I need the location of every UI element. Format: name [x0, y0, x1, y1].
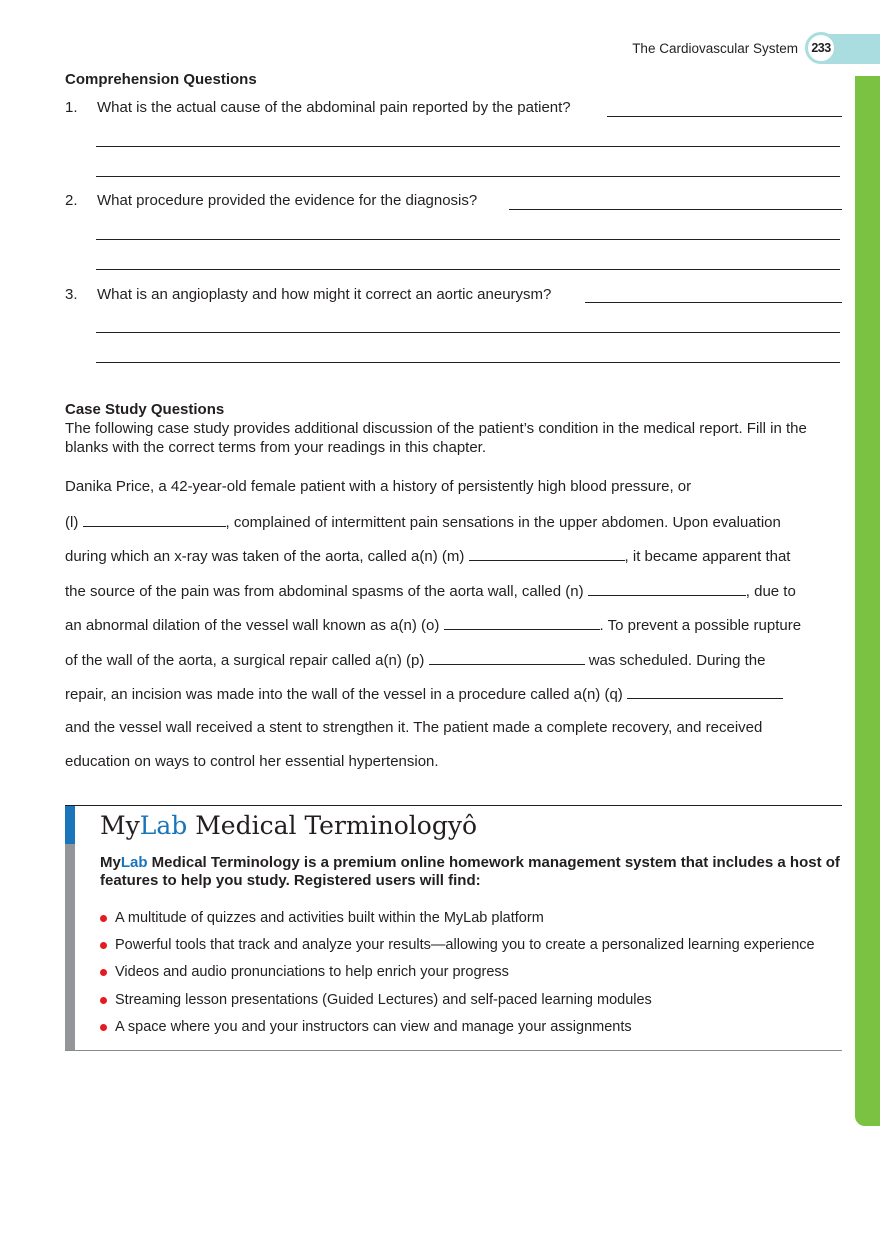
chapter-tab: [855, 76, 880, 1126]
case-study-heading: Case Study Questions: [65, 401, 225, 418]
blank-o[interactable]: [444, 615, 600, 630]
case-line: [65, 753, 439, 770]
case-text: , it became apparent that: [624, 548, 791, 565]
case-line: [65, 512, 781, 531]
bullet-dot-icon: [100, 997, 107, 1004]
bullet-dot-icon: [100, 969, 107, 976]
case-text: during which an x-ray was taken of the aorta, called a(n) (m): [65, 548, 465, 565]
case-text: education on ways to control her essential hypertension.: [65, 753, 439, 770]
feature-bullet: [100, 1019, 632, 1035]
case-line: [65, 615, 801, 634]
bullet-text: Streaming lesson presentations (Guided Lectures) and self-paced learning modules: [115, 992, 652, 1008]
answer-line[interactable]: [96, 176, 840, 177]
feature-bullet: [100, 964, 509, 980]
feature-bullet: [100, 910, 544, 926]
blank-n[interactable]: [588, 581, 746, 596]
box-accent-gray: [65, 844, 75, 1051]
bullet-text: A space where you and your instructors can view and manage your assignments: [115, 1019, 632, 1035]
question-text: What is an angioplasty and how might it correct an aortic aneurysm?: [97, 286, 552, 303]
blank-q[interactable]: [627, 684, 783, 699]
case-text: Danika Price, a 42-year-old female patient with a history of persistently high blood pressure, or: [65, 478, 692, 495]
question-number: 2.: [65, 192, 78, 209]
page-number: 233: [805, 32, 837, 64]
bullet-dot-icon: [100, 915, 107, 922]
answer-line[interactable]: [509, 209, 842, 210]
question-text: What is the actual cause of the abdominal pain reported by the patient?: [97, 99, 571, 116]
case-text: , complained of intermittent pain sensations in the upper abdomen. Upon evaluation: [225, 514, 781, 531]
mylab-title: [100, 811, 477, 840]
question-number: 3.: [65, 286, 78, 303]
case-text: of the wall of the aorta, a surgical repair called a(n) (p): [65, 652, 425, 669]
case-text: the source of the pain was from abdominal spasms of the aorta wall, called (n): [65, 583, 584, 600]
blank-m[interactable]: [469, 546, 625, 561]
answer-line[interactable]: [96, 146, 840, 147]
case-text: , due to: [745, 583, 796, 600]
case-line: [65, 719, 762, 736]
case-line: [65, 581, 796, 600]
bullet-dot-icon: [100, 1024, 107, 1031]
case-text: . To prevent a possible rupture: [599, 617, 802, 634]
case-study-intro: The following case study provides additional discussion of the patient’s condition in the medical report. Fill in the blanks with the correct terms from your readings in this chapter.: [65, 420, 807, 456]
title-my: My: [100, 811, 140, 840]
case-line: [65, 650, 765, 669]
answer-line[interactable]: [96, 332, 840, 333]
intro-rest: Medical Terminology is a premium online homework management system that includes a host of features to help you study. Registered users will find:: [100, 854, 840, 889]
case-text: repair, an incision was made into the wall of the vessel in a procedure called a(n) (q): [65, 686, 623, 703]
case-text: (l): [65, 514, 79, 531]
case-text: was scheduled. During the: [588, 652, 766, 669]
bullet-text: Videos and audio pronunciations to help enrich your progress: [115, 964, 509, 980]
case-text: an abnormal dilation of the vessel wall known as a(n) (o): [65, 617, 440, 634]
answer-line[interactable]: [96, 362, 840, 363]
mylab-intro: [100, 854, 840, 890]
box-bottom-rule: [65, 1050, 842, 1051]
answer-line[interactable]: [585, 302, 842, 303]
title-lab: Lab: [139, 811, 188, 840]
title-rest: Medical Terminologyô: [187, 811, 477, 840]
box-accent-blue: [65, 806, 75, 844]
bullet-text: A multitude of quizzes and activities built within the MyLab platform: [115, 910, 544, 926]
intro-lab: Lab: [120, 854, 148, 871]
blank-l[interactable]: [83, 512, 226, 527]
answer-line[interactable]: [96, 239, 840, 240]
chapter-title: The Cardiovascular System: [632, 41, 798, 56]
question-text: What procedure provided the evidence for the diagnosis?: [97, 192, 478, 209]
blank-p[interactable]: [429, 650, 585, 665]
box-top-rule: [65, 805, 842, 806]
answer-line[interactable]: [607, 116, 842, 117]
case-line: [65, 478, 691, 495]
case-line: [65, 546, 790, 565]
intro-my: My: [100, 854, 121, 871]
question-number: 1.: [65, 99, 78, 116]
feature-bullet: [100, 992, 652, 1008]
bullet-dot-icon: [100, 942, 107, 949]
case-text: and the vessel wall received a stent to strengthen it. The patient made a complete recovery, and received: [65, 719, 763, 736]
comprehension-heading: Comprehension Questions: [65, 71, 257, 88]
bullet-text: Powerful tools that track and analyze your results—allowing you to create a personalized learning experience: [115, 937, 815, 953]
answer-line[interactable]: [96, 269, 840, 270]
feature-bullet: [100, 937, 815, 953]
case-line: [65, 684, 783, 703]
